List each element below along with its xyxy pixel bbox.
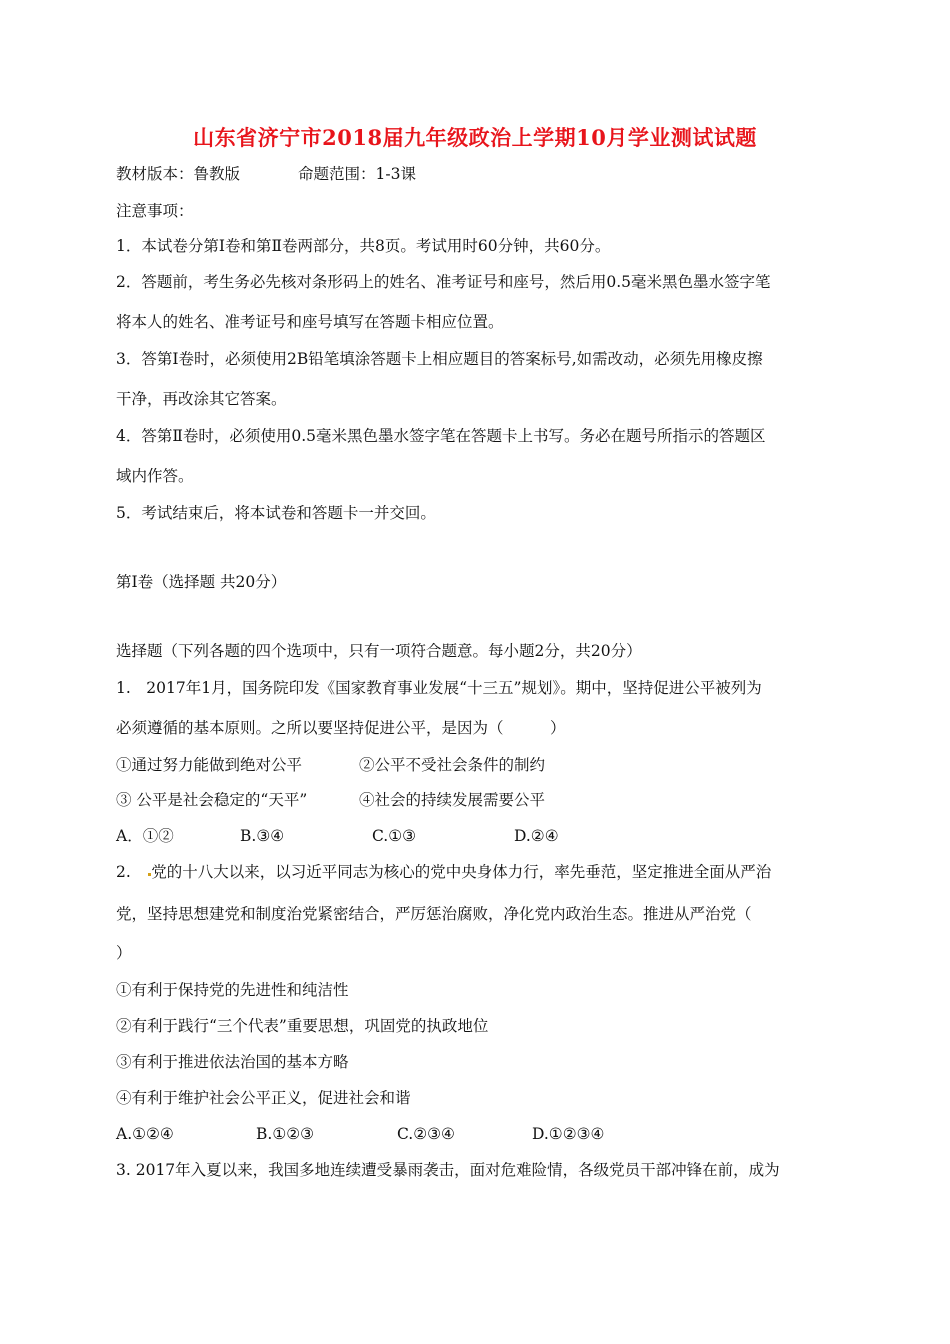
notice-line: 2．答题前，考生务必先核对条形码上的姓名、准考证号和座号，然后用0.5毫米黑色墨水签字笔	[116, 273, 771, 291]
q2-stem-line: 2. 党的十八大以来，以习近平同志为核心的党中央身体力行，率先垂范，坚定推进全面从严治	[116, 863, 772, 881]
q1-statement: ②公平不受社会条件的制约	[359, 756, 546, 774]
notice-line: 5．考试结束后，将本试卷和答题卡一并交回。	[116, 504, 436, 522]
q2-option-a: A.①②④	[116, 1125, 174, 1143]
q2-stem-line: 党，坚持思想建党和制度治党紧密结合，严厉惩治腐败，净化党内政治生态。推进从严治党（	[116, 905, 752, 923]
notice-line: 干净，再改涂其它答案。	[116, 390, 287, 408]
q2-statement: ④有利于维护社会公平正义，促进社会和谐	[116, 1089, 411, 1107]
q2-stem-line: ）	[116, 944, 132, 962]
q2-statement: ①有利于保持党的先进性和纯洁性	[116, 981, 349, 999]
q1-statement: ①通过努力能做到绝对公平	[116, 756, 303, 774]
q1-stem-line: 必须遵循的基本原则。之所以要坚持促进公平，是因为（ ）	[116, 719, 566, 737]
section-title: 第Ⅰ卷（选择题 共20分）	[116, 573, 287, 591]
q1-statement: ③ 公平是社会稳定的“天平”	[116, 791, 308, 809]
notice-heading: 注意事项：	[116, 202, 194, 220]
q2-option-b: B.①②③	[256, 1125, 315, 1143]
notice-line: 域内作答。	[116, 467, 194, 485]
q2-option-c: C.②③④	[397, 1125, 455, 1143]
section-instruction: 选择题（下列各题的四个选项中，只有一项符合题意。每小题2分，共20分）	[116, 642, 642, 660]
q1-option-a: A．①②	[116, 827, 174, 845]
exam-scope: 命题范围：1-3课	[298, 165, 416, 183]
exam-title: 山东省济宁市2018届九年级政治上学期10月学业测试试题	[193, 125, 757, 150]
q2-option-d: D.①②③④	[532, 1125, 605, 1143]
q2-statement: ②有利于践行“三个代表”重要思想，巩固党的执政地位	[116, 1017, 489, 1035]
q1-option-b: B.③④	[240, 827, 285, 845]
q2-statement: ③有利于推进依法治国的基本方略	[116, 1053, 349, 1071]
q1-option-c: C.①③	[372, 827, 417, 845]
notice-line: 4．答第Ⅱ卷时，必须使用0.5毫米黑色墨水签字笔在答题卡上书写。务必在题号所指示的答题区	[116, 427, 766, 445]
notice-line: 将本人的姓名、准考证号和座号填写在答题卡相应位置。	[116, 313, 504, 331]
notice-line: 1．本试卷分第Ⅰ卷和第Ⅱ卷两部分，共8页。考试用时60分钟，共60分。	[116, 237, 611, 255]
q1-stem-line: 1. 2017年1月，国务院印发《国家教育事业发展“十三五”规划》。期中，坚持促进公平被列为	[116, 679, 762, 697]
notice-line: 3．答第Ⅰ卷时，必须使用2B铅笔填涂答题卡上相应题目的答案标号,如需改动，必须先用橡皮擦	[116, 350, 763, 368]
q3-stem-line: 3. 2017年入夏以来，我国多地连续遭受暴雨袭击，面对危难险情，各级党员干部冲锋在前，成为	[116, 1161, 780, 1179]
textbook-edition: 教材版本：鲁教版	[116, 165, 241, 183]
q1-option-d: D.②④	[514, 827, 559, 845]
q1-statement: ④社会的持续发展需要公平	[359, 791, 546, 809]
